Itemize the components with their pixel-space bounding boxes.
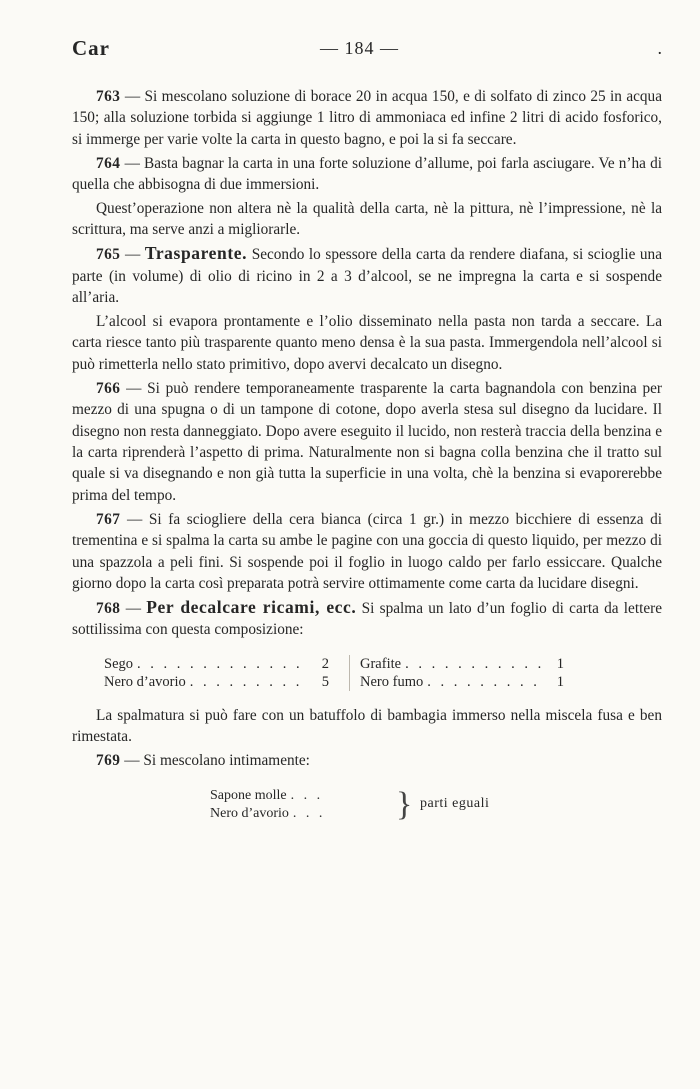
mixture-item: Sapone molle . . .	[210, 788, 324, 804]
page-header	[72, 36, 662, 62]
paragraph-768	[72, 597, 662, 641]
paragraph-text: L’alcool si evapora prontamente e l’olio disseminato nella pasta non tarda a seccare. La carta riesce tanto più trasparente quanto meno densa è la sua pasta. Immergendola nell’alcool si può rimetterla nello stato primitivo, dopo avervi decalcato un disegno.	[72, 313, 662, 373]
page-number: — 184 —	[320, 38, 399, 58]
paragraph-763	[72, 86, 662, 150]
recipe-number: 769	[96, 751, 121, 769]
paragraph-765	[72, 243, 662, 308]
paragraph-765-cont	[72, 311, 662, 375]
mixture-proportion: parti eguali	[420, 796, 490, 812]
mixture-item: Nero d’avorio . . .	[210, 806, 326, 822]
paragraph-766	[72, 378, 662, 506]
paragraph-764-cont	[72, 198, 662, 241]
ingredient-row	[104, 655, 349, 673]
section-title: Trasparente.	[144, 243, 248, 264]
recipe-number: 763	[96, 88, 121, 105]
brace-icon: }	[396, 786, 413, 824]
paragraph-767	[72, 509, 662, 595]
paragraph-dash: —	[120, 246, 145, 264]
paragraph-769	[72, 750, 662, 771]
ingredient-name: Grafite	[360, 655, 402, 672]
paragraph-text: — Si mescolano soluzione di borace 20 in acqua 150, e di solfato di zinco 25 in acqua 150; alla soluzione torbida si aggiunge 1 litro di ammoniaca ed infine 2 litri di acido fosforico, si immerge per varie volte la carta in questo bagno, e poi la si fa seccare.	[72, 88, 662, 148]
ingredient-row	[349, 655, 584, 673]
paragraph-dash: —	[120, 599, 147, 617]
ingredient-qty: 2	[321, 655, 329, 672]
soap-mixture	[210, 785, 570, 829]
recipe-number: 764	[96, 154, 121, 172]
recipe-number: 765	[96, 246, 121, 264]
ingredient-row	[104, 673, 349, 691]
paragraph-text: Quest’operazione non altera nè la qualità della carta, nè la pittura, nè l’impressione, nè la scrittura, ma serve anzi a migliorarle.	[72, 200, 662, 239]
recipe-number: 767	[96, 510, 121, 528]
ingredient-name: Nero d’avorio	[104, 673, 186, 690]
ingredient-name: Sego	[104, 655, 133, 672]
ingredients-table	[104, 655, 662, 691]
header-section-abbr: Car	[72, 36, 110, 60]
mixture-list	[210, 787, 325, 823]
header-mark: .	[657, 38, 662, 58]
paragraph-text: — Si può rendere temporaneamente trasparente la carta bagnandola con benzina per mezzo di una spugna o di un tampone di cotone, dopo averla stesa sul disegno da lucidare. Il disegno non resta danneggiato. Dopo avere eseguito il lucido, non resterà traccia della benzina e la carta riprenderà l’aspetto di prima. Naturalmente non si bagna colla benzina che il tratto sul quale si va disegnando e non già tutta la superficie in una volta, chè la benzina si evaporerebbe prima del tempo.	[72, 379, 662, 504]
paragraph-text: — Si mescolano intimamente:	[120, 751, 310, 769]
paragraph-text: Si spalma un lato d’un foglio di carta da lettere sottilissima con questa composizione:	[72, 599, 663, 639]
ingredient-qty: 1	[556, 673, 564, 690]
paragraph-text: Secondo lo spessore della carta da rendere diafana, si scioglie una parte (in volume) di olio di ricino in 2 a 3 d’alcool, se ne impregna la carta e si sospende all’aria.	[72, 246, 662, 307]
page-body	[72, 86, 662, 829]
ingredient-qty: 5	[321, 673, 329, 690]
ingredient-row	[349, 673, 584, 691]
paragraph-text: — Basta bagnar la carta in una forte soluzione d’allume, poi farla asciugare. Ve n’ha di quella che abbisogna di due immersioni.	[72, 154, 662, 194]
paragraph-768-cont	[72, 705, 662, 748]
recipe-number: 766	[96, 379, 121, 397]
ingredient-qty: 1	[556, 655, 564, 672]
paragraph-text: — Si fa sciogliere della cera bianca (circa 1 gr.) in mezzo bicchiere di essenza di trementina e si spalma la carta su ambe le pagine con una goccia di questo liquido, per mezzo di una spazzola a peli fini. Si sospende poi il foglio in luogo caldo per farlo essiccare. Qualche giorno dopo la carta così preparata potrà servire ottimamente come carta da lucidare disegni.	[72, 510, 662, 592]
paragraph-764	[72, 153, 662, 196]
paragraph-text: La spalmatura si può fare con un batuffolo di bambagia immerso nella miscela fusa e ben rimestata.	[72, 706, 662, 746]
ingredient-name: Nero fumo	[360, 673, 424, 690]
recipe-number: 768	[96, 599, 121, 617]
section-title: Per decalcare ricami, ecc.	[146, 596, 357, 617]
